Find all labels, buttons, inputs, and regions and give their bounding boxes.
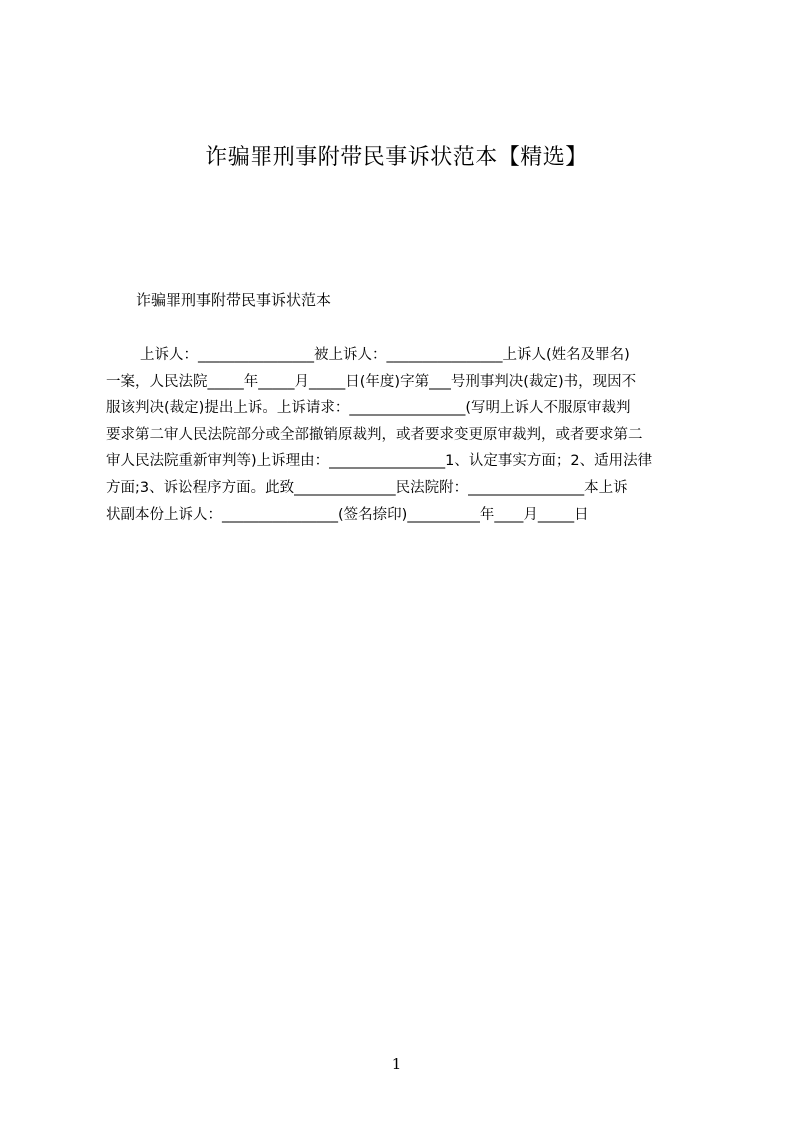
- document-title: 诈骗罪刑事附带民事诉状范本【精选】: [205, 145, 588, 170]
- body-line: 上诉人：________________被上诉人：________________上诉人(姓名及罪名): [140, 347, 630, 363]
- body-line: 一案，人民法院_____年_____月_____日(年度)字第___号刑事判决(裁定)书，现因不: [106, 373, 637, 390]
- body-line: 方面;3、诉讼程序方面。此致______________民法院附：________________本上诉: [106, 479, 628, 496]
- document-subtitle: 诈骗罪刑事附带民事诉状范本: [136, 291, 332, 309]
- appeal-body: [106, 342, 698, 528]
- body-line: 状副本份上诉人：________________(签名捺印)__________年____月_____日: [106, 506, 589, 523]
- body-line: 要求第二审人民法院部分或全部撤销原裁判，或者要求变更原审裁判，或者要求第二: [106, 426, 643, 443]
- body-line: 审人民法院重新审判等)上诉理由：________________1、认定事实方面；2、适用法律: [106, 453, 653, 470]
- body-line: 服该判决(裁定)提出上诉。上诉请求：________________(写明上诉人不服原审裁判: [106, 400, 631, 417]
- page-number: 1: [391, 1055, 402, 1073]
